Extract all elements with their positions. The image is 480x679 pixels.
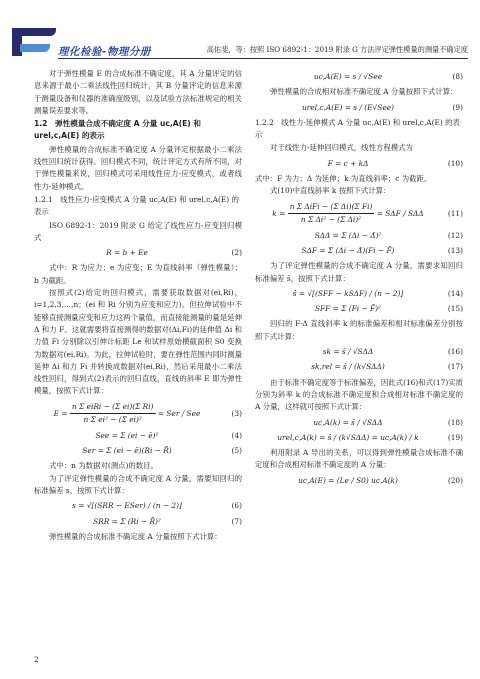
journal-name: 理化检验-物理分册 [58, 46, 151, 58]
paragraph: 弹性模量的合成相对标准不确定度 A 分量按照下式计算： [270, 87, 458, 97]
paragraph: 回归的 F-Δ 直线斜率 k 的标准偏差和相对标准偏差分别按照下式计算： [255, 319, 463, 341]
equation-20 [255, 475, 463, 487]
paragraph: ISO 6892-1：2019 附录 G 给定了线性应力-应变回归模式 [34, 220, 242, 242]
paragraph: 弹性模量的合成标准不确定度 A 分量评定根据最小二乘法线性回归统计获得。回归模式不同，统计评定方式有所不同，对于弹性模量来说，回归模式可采用线性应力-应变模式，或者线性力-延伸模式。 [34, 144, 242, 191]
equation-rhs: = SΔF / SΔΔ [376, 208, 424, 218]
equation-10 [255, 158, 463, 170]
equation-number: (11) [447, 208, 463, 218]
paragraph: 为了评定弹性模量的合成不确定度 A 分量，需要知回归的标准偏差 s，按照下式计算： [34, 473, 242, 495]
paragraph: 式中：R 为应力；e 为应变；E 为直线斜率（弹性模量）；b 为截距。 [34, 263, 242, 285]
equation-body: uc,A(E) = (Le / S0) uc,A(k) [298, 475, 398, 485]
equation-number: (5) [231, 446, 242, 456]
paragraph: 为了评定弹性模量的合成不确定度 A 分量，需要求知回归标准偏差 ŝ，按照下式计算： [255, 261, 463, 283]
equation-3 [34, 401, 242, 427]
equation-lhs: k = [272, 208, 286, 218]
equation-body: uc,A(E) = s / √See [313, 72, 383, 81]
paragraph: 式中：n 为数据对(测点)的数目。 [49, 461, 158, 471]
equation-body: SFF = Σ (Fi − F̄)² [314, 304, 382, 314]
paragraph: 对于弹性模量 E 的合成标准不确定度，其 A 分量评定的信息来源于最小二乘法线性回归统计，其 B 分量评定的信息来源于测量设备和仪器的准确度级别，以及试验方法标准规定的相关测量误差要求等。 [34, 69, 242, 115]
equation-17 [255, 361, 463, 373]
equation-16 [255, 346, 463, 358]
equation-body: Ser = Σ (ei − ē)(Ri − R̄) [82, 446, 172, 456]
equation-body: F = c + kΔ [327, 158, 369, 168]
equation-lhs: E = [53, 408, 68, 418]
paragraph: 式中：F 为力；Δ 为延伸；k 为直线斜率；c 为截距。 [255, 174, 432, 184]
equation-number: (7) [231, 516, 242, 526]
page-header [0, 0, 480, 66]
paragraph: 按照式(2)给定的回归模式，需要获取数据对(ei,Ri)，i=1,2,3,…,n；(ei 和 Ri 分别为应变和应力)。但拉伸试验中不能够直接测量应变和应力这两个量值，而直接能测量的量是延伸 Δ 和力 F。这就需要将直接测得的数据对(Δi,Fi)的延伸值 Δi 和力值 Fi 分别除以引伸计标距 Le 和试样原始横截面积 S0 变换为数据对(ei,Ri)。为此，拉伸试验时，要在弹性范围内同时测量延伸 Δi 和力 Fi 并转换成数据对(ei,Ri)，然后采用最小二乘法线性回归，得到式(2)表示的回归直线，直线的斜率 E 即为弹性模量，按照下式计算： [34, 288, 242, 396]
equation-rhs: = Ser / See [157, 408, 201, 418]
fraction-numerator: n Σ ΔiFi − (Σ Δi)(Σ Fi) [288, 201, 375, 214]
equation-number: (8) [452, 72, 463, 81]
equation-body: uc,A(k) = ŝ / √SΔΔ [313, 417, 383, 427]
equation-body: ŝ = √[(SFF − kSΔF) / (n − 2)] [292, 288, 404, 298]
journal-logo-accent [20, 44, 50, 52]
equation-19 [255, 432, 463, 444]
paragraph: 由于标准不确定度等于标准偏差，因此式(16)和式(17)实质分别为斜率 k 的合成标准不确定度和合成相对标准不确定度的 A 分量，这样就可按照下式计算： [255, 377, 463, 412]
equation-number: (2) [231, 248, 242, 258]
equation-number: (19) [447, 432, 463, 442]
equation-11 [255, 201, 463, 227]
equation-12 [255, 230, 463, 242]
equation-body: See = Σ (ei − ē)² [95, 430, 159, 440]
equation-number: (13) [447, 245, 463, 255]
equation-number: (12) [447, 230, 463, 240]
equation-15 [255, 303, 463, 315]
equation-fraction [70, 401, 156, 427]
equation-5 [34, 445, 242, 457]
fraction-numerator: n Σ eiRi − (Σ ei)(Σ Ri) [70, 401, 156, 414]
equation-body [34, 401, 220, 427]
equation-body: SΔΔ = Σ (Δi − Δ̄)² [314, 230, 382, 240]
fraction-denominator: n Σ ei² − (Σ ei)² [83, 415, 142, 425]
right-column [255, 68, 463, 490]
equation-4 [34, 430, 242, 442]
page-number: 2 [34, 655, 39, 664]
equation-body: sk,rel = ŝ / (k√SΔΔ) [311, 362, 385, 372]
header-rule [58, 58, 468, 59]
equation-number: (10) [447, 158, 463, 168]
paragraph: 对于线性力-延伸回归模式，线性方程模式为 [270, 143, 413, 153]
equation-body: sk = ŝ / √SΔΔ [322, 347, 374, 357]
equation-number: (20) [447, 475, 463, 485]
equation-fraction [288, 201, 375, 227]
equation-14 [255, 288, 463, 300]
subsection-heading: 1.2.1 线性应力-应变模式 A 分量 uc,A(E) 和 urel,c,A(E) 的表示 [34, 194, 239, 217]
equation-7 [34, 516, 242, 528]
equation-9 [255, 102, 463, 114]
equation-number: (14) [447, 288, 463, 298]
equation-body: urel,c,A(k) = ŝ / (k√SΔΔ) = uc,A(k) / k [277, 432, 419, 442]
equation-2 [34, 247, 242, 259]
equation-body [255, 201, 441, 227]
running-title: 高佑斐，等：按照 ISO 6892-1：2019 附录 G 方法评定弹性模量的测量不确定度 [206, 45, 468, 54]
equation-body: R = b + Ee [106, 248, 148, 258]
equation-number: (15) [447, 304, 463, 314]
equation-body: urel,c,A(E) = s / (E√See) [302, 102, 394, 112]
paragraph: 弹性模量的合成标准不确定度 A 分量按照下式计算： [49, 531, 222, 541]
equation-number: (16) [447, 347, 463, 357]
section-heading: 1.2 弹性模量合成不确定度 A 分量 uc,A(E) 和 urel,c,A(E) 的表示 [34, 119, 202, 141]
equation-number: (9) [452, 102, 463, 112]
equation-8 [255, 71, 463, 83]
equation-body: SΔF = Σ (Δi − Δ̄)(Fi − F̄) [301, 245, 395, 255]
equation-6 [34, 500, 242, 512]
equation-number: (6) [231, 501, 242, 511]
equation-18 [255, 417, 463, 429]
fraction-denominator: n Σ Δi² − (Σ Δi)² [300, 215, 362, 225]
equation-body: SRR = Σ (Ri − R̄)² [93, 516, 161, 526]
equation-number: (4) [231, 430, 242, 440]
paragraph: 利用附录 A 导出的关系，可以得到弹性模量合成标准不确定度和合成相对标准不确定度的 A 分量： [255, 448, 463, 470]
equation-number: (17) [447, 362, 463, 372]
subsection-heading: 1.2.2 线性力-延伸模式 A 分量 uc,A(E) 和 urel,c,A(E) 的表示 [255, 117, 460, 140]
equation-number: (18) [447, 417, 463, 427]
left-column [34, 68, 242, 543]
paragraph: 式(10)中直线斜率 k 按照下式计算： [270, 186, 391, 196]
equation-number: (3) [231, 408, 242, 418]
equation-body: s = √[(SRR − ESer) / (n − 2)] [72, 501, 182, 511]
equation-13 [255, 245, 463, 257]
